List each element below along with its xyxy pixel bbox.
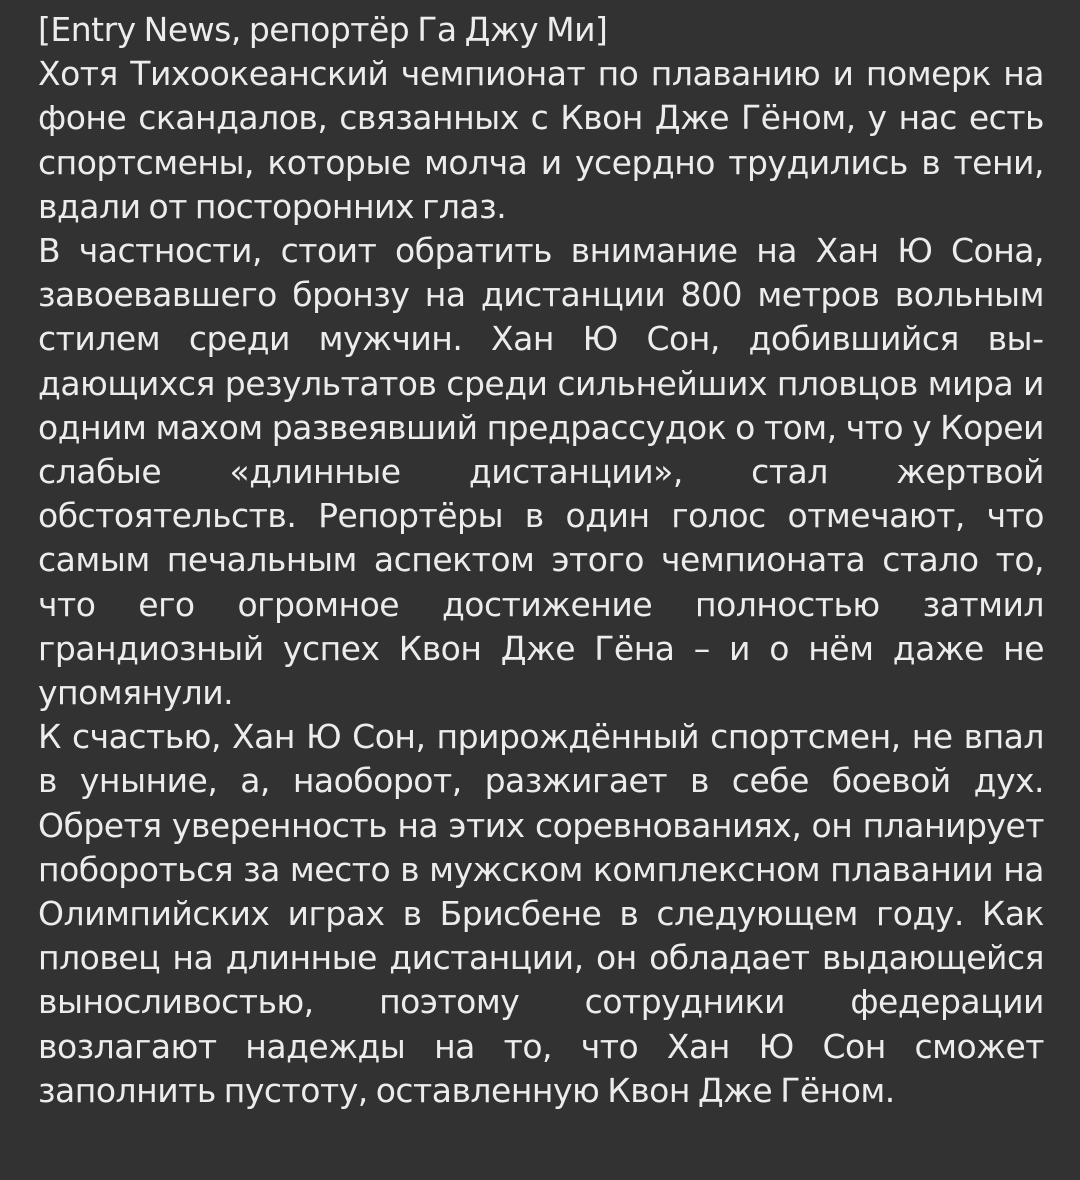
article-paragraph-1: Хотя Тихоокеанский чемпионат по плаванию и померк на фоне скандалов, связанных с Квон Дже Гёном, у нас есть спортсмены, которые молча и усердно трудились в тени, вдали от посторонних глаз. xyxy=(38,54,1044,226)
article-text xyxy=(38,8,1044,1113)
article-byline: [Entry News, репортёр Га Джу Ми] xyxy=(38,10,608,49)
article-paragraph-2: В частности, стоит обратить внимание на Хан Ю Сона, завоевавшего бронзу на дистанции 800 метров вольным стилем среди мужчин. Хан Ю Сон, добившийся выдающихся результатов среди сильнейших пловцов мира и одним махом развеявший предрассудок о том, что у Кореи слабые «длинные дистанции», стал жертвой обстоятельств. Репортёры в один голос отмечают, что самым печальным аспектом этого чемпионата стало то, что его огромное достижение полностью затмил грандиозный успех Квон Дже Гёна – и о нём даже не упомянули. xyxy=(38,231,1044,713)
article-paragraph-3: К счастью, Хан Ю Сон, прирождённый спортсмен, не впал в уныние, а, наоборот, разжигает в себе боевой дух. Обретя уверенность на этих соревнованиях, он планирует побороться за место в мужском комплексном плавании на Олимпийских играх в Брисбене в следующем году. Как пловец на длинные дистанции, он обладает выдающейся выносливостью, поэтому сотрудники федерации возлагают надежды на то, что Хан Ю Сон сможет заполнить пустоту, оставленную Квон Дже Гёном. xyxy=(38,717,1044,1110)
